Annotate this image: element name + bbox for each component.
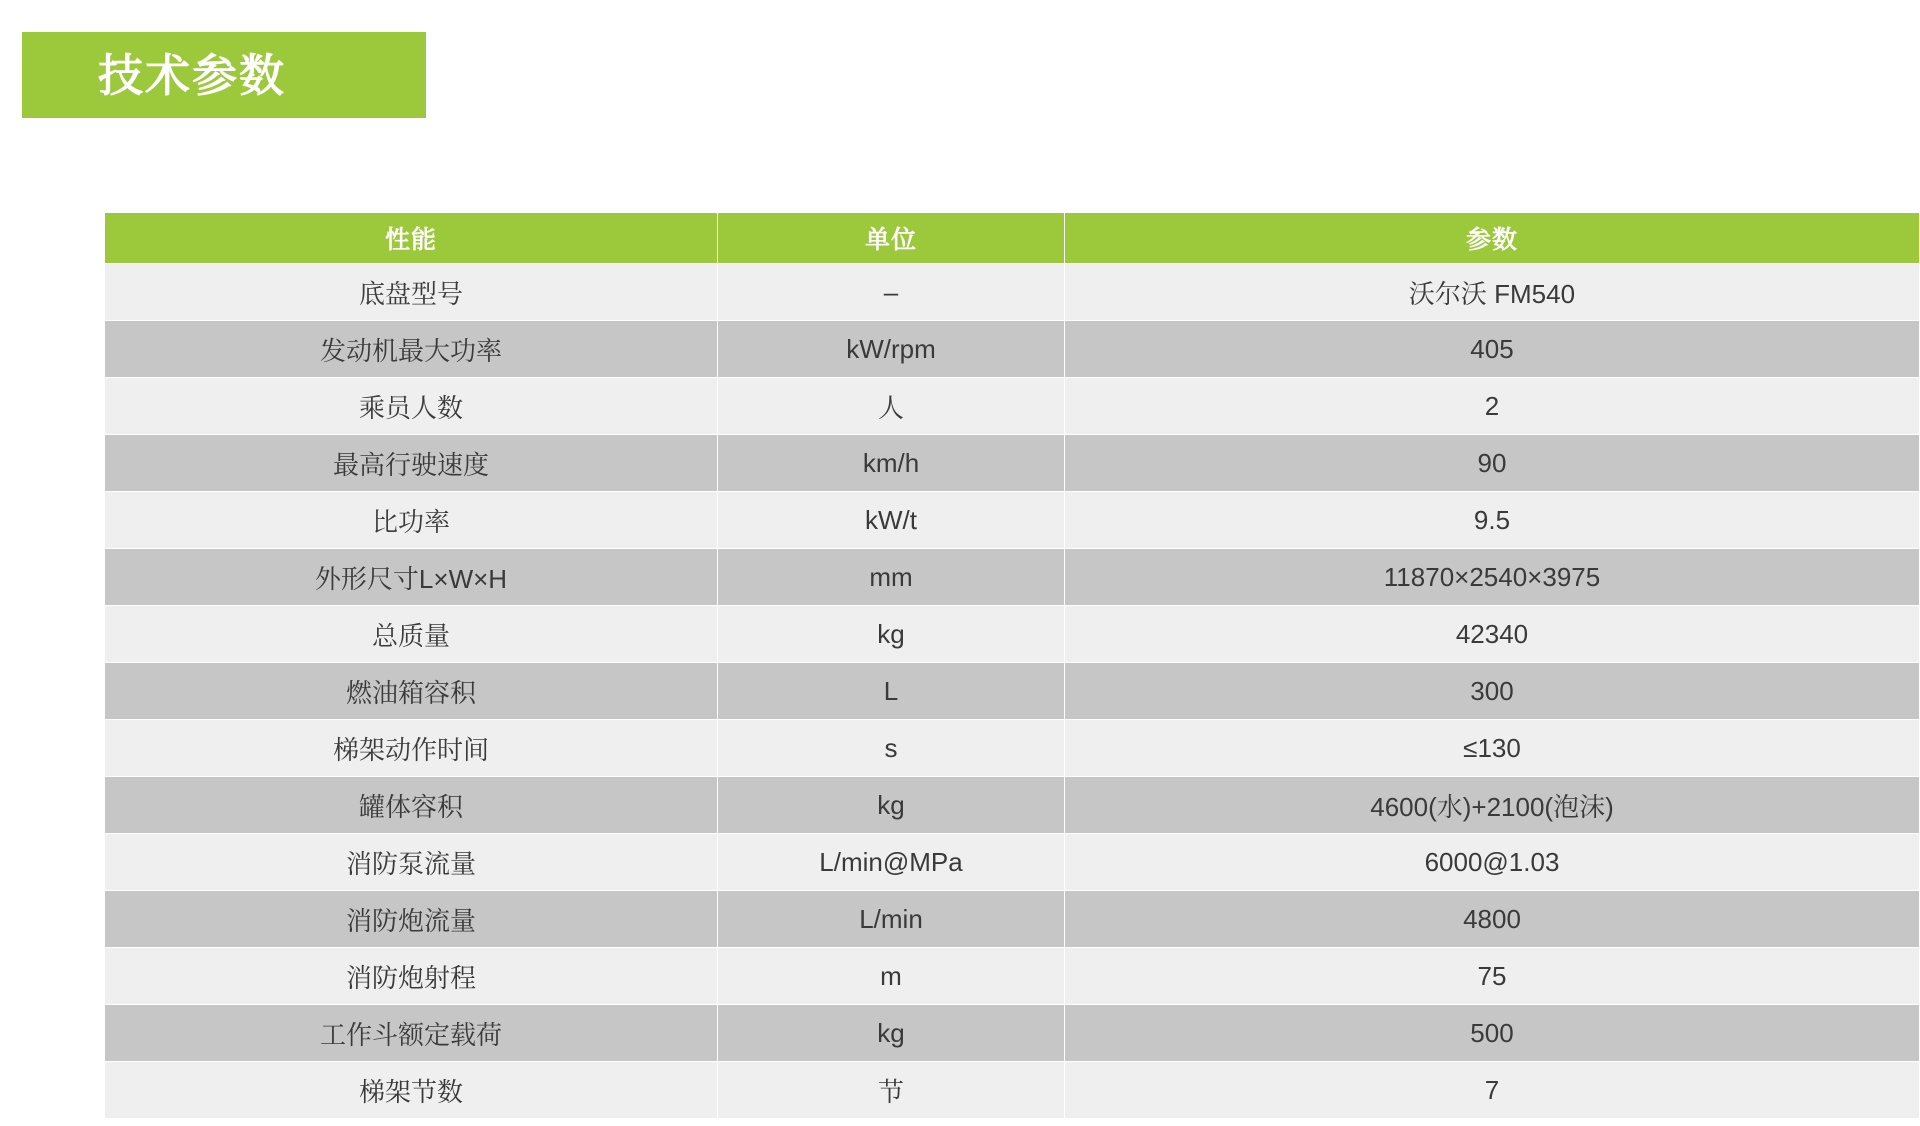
column-header-unit: 单位: [718, 213, 1065, 264]
cell-unit: kg: [718, 606, 1065, 663]
cell-value: 75: [1065, 948, 1920, 1005]
cell-name: 比功率: [105, 492, 718, 549]
cell-name: 梯架节数: [105, 1062, 718, 1119]
table-row: [105, 1005, 1920, 1062]
table-row: [105, 264, 1920, 321]
cell-value: 6000@1.03: [1065, 834, 1920, 891]
cell-unit: 节: [718, 1062, 1065, 1119]
cell-value: ≤130: [1065, 720, 1920, 777]
page-title: 技术参数: [98, 49, 287, 101]
cell-name: 底盘型号: [105, 264, 718, 321]
table-row: [105, 720, 1920, 777]
cell-value: 2: [1065, 378, 1920, 435]
cell-name: 罐体容积: [105, 777, 718, 834]
table-header-row: [105, 213, 1920, 264]
cell-unit: kg: [718, 777, 1065, 834]
cell-name: 消防炮流量: [105, 891, 718, 948]
cell-unit: L: [718, 663, 1065, 720]
cell-value: 500: [1065, 1005, 1920, 1062]
table-row: [105, 1062, 1920, 1119]
cell-unit: kW/t: [718, 492, 1065, 549]
table-row: [105, 435, 1920, 492]
cell-name: 发动机最大功率: [105, 321, 718, 378]
cell-value: 405: [1065, 321, 1920, 378]
page-title-banner: [22, 32, 426, 118]
cell-name: 工作斗额定载荷: [105, 1005, 718, 1062]
cell-name: 最高行驶速度: [105, 435, 718, 492]
table-row: [105, 663, 1920, 720]
cell-value: 9.5: [1065, 492, 1920, 549]
table-row: [105, 891, 1920, 948]
column-header-performance: 性能: [105, 213, 718, 264]
cell-value: 4800: [1065, 891, 1920, 948]
cell-unit: L/min@MPa: [718, 834, 1065, 891]
table-row: [105, 948, 1920, 1005]
cell-value: 90: [1065, 435, 1920, 492]
cell-unit: mm: [718, 549, 1065, 606]
cell-name: 燃油箱容积: [105, 663, 718, 720]
cell-unit: kg: [718, 1005, 1065, 1062]
cell-unit: kW/rpm: [718, 321, 1065, 378]
cell-unit: L/min: [718, 891, 1065, 948]
cell-unit: km/h: [718, 435, 1065, 492]
cell-value: 4600(水)+2100(泡沫): [1065, 777, 1920, 834]
table-row: [105, 378, 1920, 435]
table-row: [105, 549, 1920, 606]
cell-value: 300: [1065, 663, 1920, 720]
cell-value: 42340: [1065, 606, 1920, 663]
cell-unit: s: [718, 720, 1065, 777]
cell-name: 消防炮射程: [105, 948, 718, 1005]
cell-value: 11870×2540×3975: [1065, 549, 1920, 606]
table-row: [105, 777, 1920, 834]
cell-name: 总质量: [105, 606, 718, 663]
cell-unit: –: [718, 264, 1065, 321]
column-header-parameter: 参数: [1065, 213, 1920, 264]
table-row: [105, 834, 1920, 891]
cell-name: 梯架动作时间: [105, 720, 718, 777]
cell-value: 沃尔沃 FM540: [1065, 264, 1920, 321]
table-row: [105, 606, 1920, 663]
table-body: [105, 264, 1920, 1119]
technical-parameters-table: [104, 212, 1920, 1119]
cell-value: 7: [1065, 1062, 1920, 1119]
cell-name: 消防泵流量: [105, 834, 718, 891]
table-row: [105, 492, 1920, 549]
cell-name: 外形尺寸L×W×H: [105, 549, 718, 606]
cell-unit: 人: [718, 378, 1065, 435]
table-row: [105, 321, 1920, 378]
cell-unit: m: [718, 948, 1065, 1005]
cell-name: 乘员人数: [105, 378, 718, 435]
table-header: [105, 213, 1920, 264]
